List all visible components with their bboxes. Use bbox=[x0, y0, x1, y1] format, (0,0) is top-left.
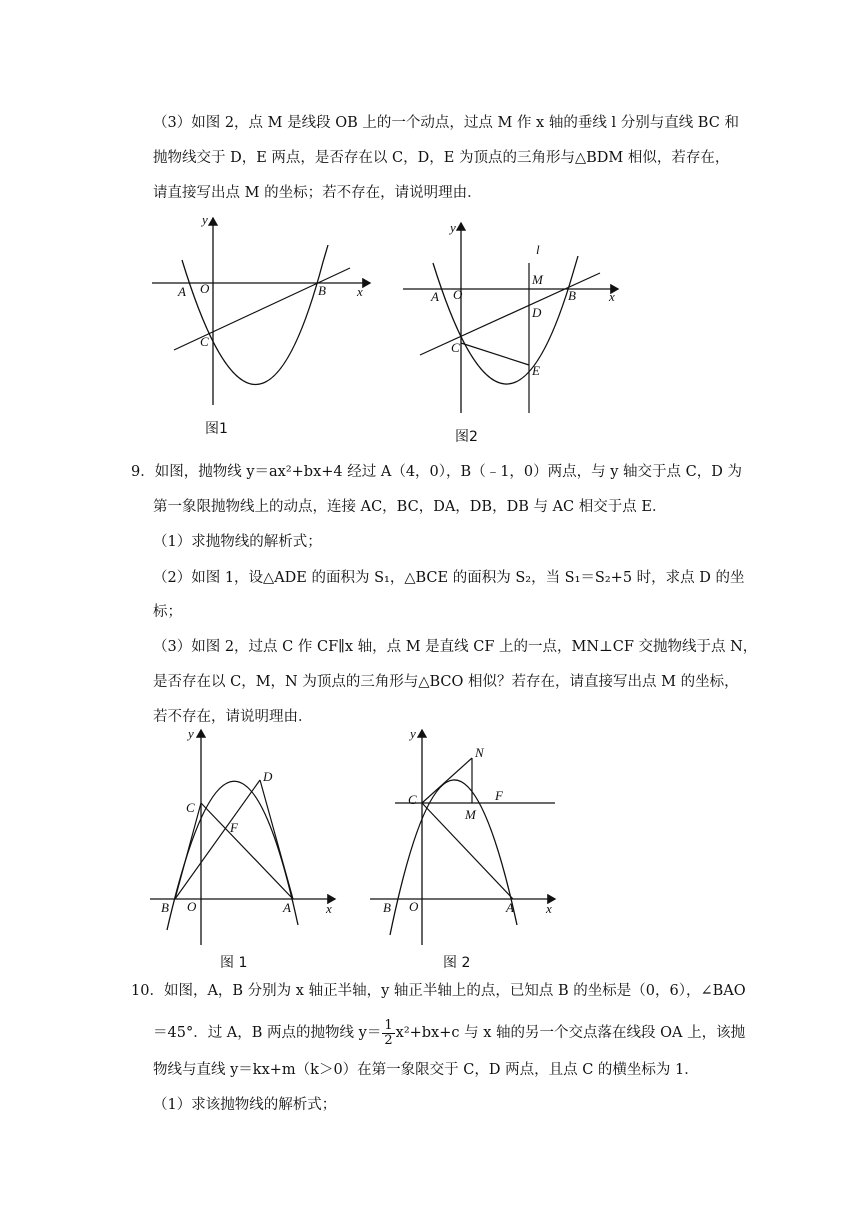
point-a-label: A bbox=[506, 900, 514, 915]
q9-part2-line1: （2）如图 1，设△ADE 的面积为 S₁，△BCE 的面积为 S₂，当 S₁＝S₂+5 时，求点 D 的坐 bbox=[153, 570, 745, 586]
point-f-label: F bbox=[495, 788, 503, 803]
q10-line2-part-a: ＝45°．过 A，B 两点的抛物线 y＝ bbox=[153, 1025, 382, 1041]
segment-ce bbox=[461, 343, 529, 365]
q10-line2-part-b: x²+bx+c 与 x 轴的另一个交点落在线段 OA 上，该抛 bbox=[395, 1025, 746, 1041]
y-label: y bbox=[202, 212, 208, 227]
segment-bc bbox=[175, 803, 201, 899]
figure-9-2 bbox=[365, 725, 570, 975]
point-o-label: O bbox=[453, 287, 463, 302]
segment-cn bbox=[422, 758, 472, 803]
q9-part2-line2: 标； bbox=[153, 604, 182, 620]
y-label: y bbox=[188, 726, 194, 741]
segment-bd bbox=[175, 780, 260, 899]
q9-part3-line2: 是否存在以 C，M，N 为顶点的三角形与△BCO 相似？若存在，请直接写出点 M 的坐标， bbox=[153, 674, 739, 690]
x-label: x bbox=[326, 901, 332, 916]
y-label: y bbox=[410, 726, 416, 741]
point-d-label: D bbox=[263, 769, 273, 784]
point-m-label: M bbox=[465, 807, 476, 822]
figure-8-1 bbox=[140, 210, 380, 440]
x-label: x bbox=[609, 289, 615, 304]
figure-caption: 图1 bbox=[205, 421, 228, 437]
q9-line1: 9．如图，抛物线 y＝ax²+bx+4 经过 A（4，0），B（﹣1，0）两点，与 y 轴交于点 C，D 为 bbox=[131, 464, 742, 480]
point-c-label: C bbox=[186, 800, 195, 815]
point-o-label: O bbox=[187, 899, 197, 914]
point-a-label: A bbox=[431, 289, 439, 304]
x-label: x bbox=[357, 284, 363, 299]
q9-line2: 第一象限抛物线上的动点，连接 AC，BC，DA，DB，DB 与 AC 相交于点 E． bbox=[153, 499, 667, 515]
q10-line1: 10．如图，A，B 分别为 x 轴正半轴，y 轴正半轴上的点，已知点 B 的坐标是（0，6），∠BAO bbox=[131, 983, 746, 999]
point-c-label: C bbox=[200, 334, 209, 349]
point-c-label: C bbox=[451, 340, 460, 355]
figure-9-1 bbox=[145, 725, 350, 975]
line-bc bbox=[420, 273, 600, 355]
q10-line3: 物线与直线 y＝kx+m（k＞0）在第一象限交于 C，D 两点，且点 C 的横坐标为 1． bbox=[153, 1062, 699, 1078]
q8-part3-line3: 请直接写出点 M 的坐标；若不存在，请说明理由． bbox=[153, 185, 482, 201]
q8-part3-line1: （3）如图 2，点 M 是线段 OB 上的一个动点，过点 M 作 x 轴的垂线 l 分别与直线 BC 和 bbox=[153, 115, 739, 131]
point-o-label: O bbox=[409, 899, 419, 914]
figure-caption: 图 1 bbox=[220, 955, 248, 971]
fraction-denominator: 2 bbox=[384, 1032, 393, 1048]
point-b-label: B bbox=[161, 900, 169, 915]
figure-8-2 bbox=[398, 218, 628, 448]
q9-part1: （1）求抛物线的解析式； bbox=[153, 534, 322, 550]
q10-line2 bbox=[153, 1013, 745, 1053]
point-a-label: A bbox=[178, 284, 186, 299]
fraction-numerator: 1 bbox=[384, 1017, 393, 1033]
y-label: y bbox=[450, 220, 456, 235]
point-b-label: B bbox=[318, 283, 326, 298]
point-o-label: O bbox=[200, 281, 210, 296]
point-e-label: E bbox=[532, 363, 540, 378]
parabola bbox=[182, 245, 328, 385]
fraction-one-half bbox=[382, 1019, 394, 1048]
point-b-label: B bbox=[568, 288, 576, 303]
point-b-label: B bbox=[383, 900, 391, 915]
parabola bbox=[433, 256, 578, 384]
point-d-label: D bbox=[532, 305, 542, 320]
q9-part3-line1: （3）如图 2，过点 C 作 CF∥x 轴，点 M 是直线 CF 上的一点，MN⊥CF 交抛物线于点 N， bbox=[153, 639, 758, 655]
point-n-label: N bbox=[475, 745, 484, 760]
figure-caption: 图 2 bbox=[443, 955, 471, 971]
line-l-label: l bbox=[536, 242, 540, 257]
q8-part3-line2: 抛物线交于 D，E 两点，是否存在以 C，D，E 为顶点的三角形与△BDM 相似，若存在， bbox=[153, 150, 730, 166]
q10-part1: （1）求该抛物线的解析式； bbox=[153, 1097, 337, 1113]
point-c-label: C bbox=[408, 792, 417, 807]
point-a-label: A bbox=[283, 900, 291, 915]
figure-caption: 图2 bbox=[455, 429, 478, 445]
point-f-label: F bbox=[230, 820, 238, 835]
point-m-label: M bbox=[532, 272, 543, 287]
q9-part3-line3: 若不存在，请说明理由． bbox=[153, 709, 313, 725]
x-label: x bbox=[546, 901, 552, 916]
